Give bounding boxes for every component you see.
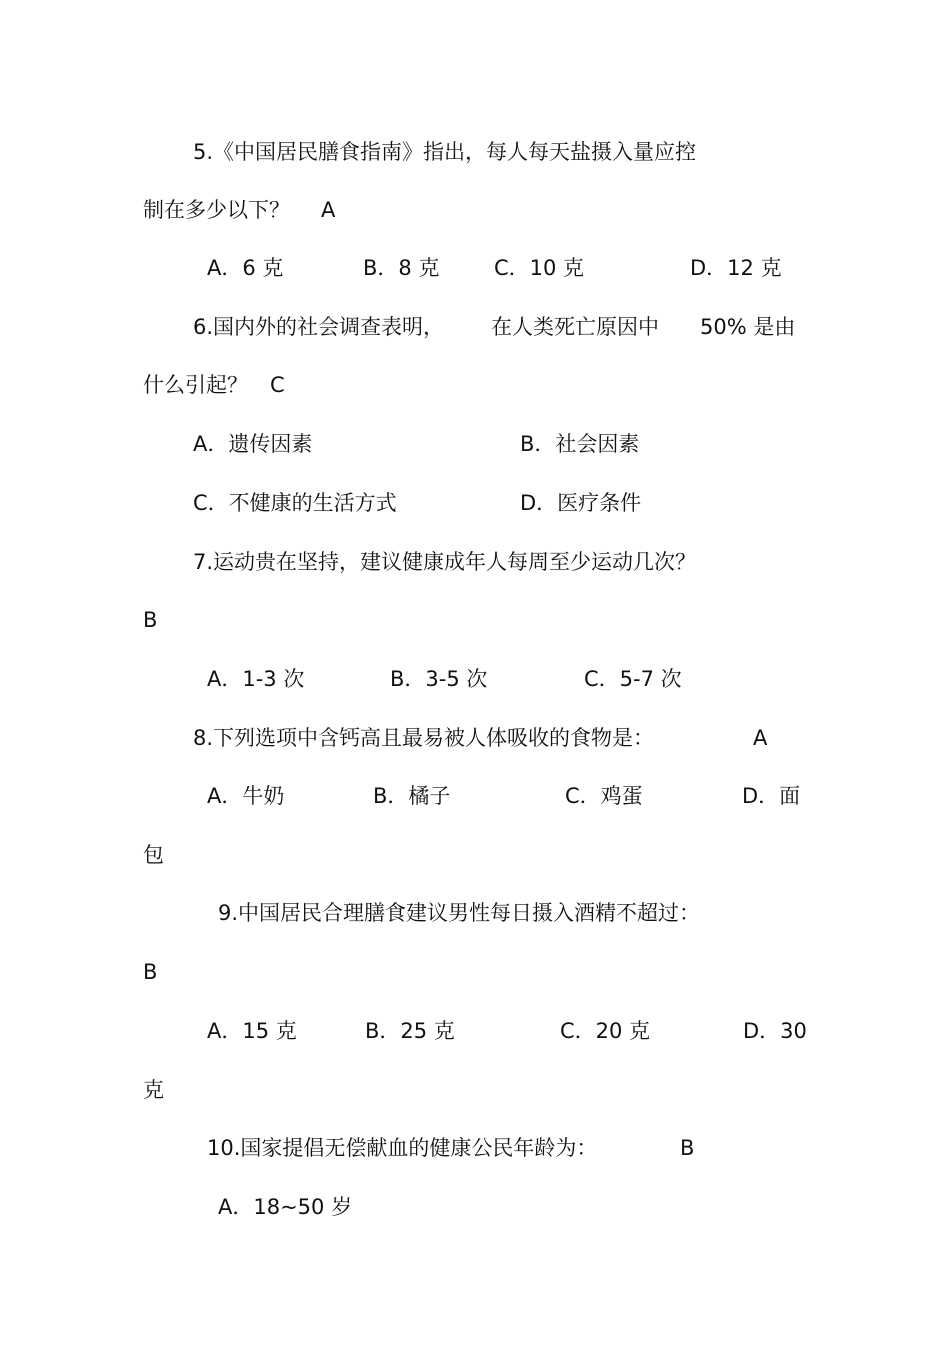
q9-option-b: B．25 克	[365, 1019, 455, 1043]
q5-option-c: C．10 克	[494, 256, 585, 280]
q5-option-a: A．6 克	[207, 256, 284, 280]
q10-answer: B	[680, 1136, 695, 1160]
q6-stem-part3: 50% 是由	[700, 315, 796, 339]
q5-option-d: D．12 克	[690, 256, 782, 280]
q6-stem-line2: 什么引起？	[143, 373, 248, 397]
q8-option-d: D．面	[742, 784, 801, 808]
q6-answer: C	[270, 373, 285, 397]
q9-answer: B	[143, 960, 158, 984]
q6-stem-part2: 在人类死亡原因中	[491, 315, 659, 339]
q6-option-d: D．医疗条件	[520, 491, 642, 515]
q7-option-a: A．1-3 次	[207, 667, 305, 691]
q8-option-a: A．牛奶	[207, 784, 285, 808]
q7-option-b: B．3-5 次	[390, 667, 488, 691]
q7-option-c: C．5-7 次	[584, 667, 682, 691]
q6-option-a: A．遗传因素	[193, 432, 313, 456]
q5-option-b: B．8 克	[363, 256, 440, 280]
q5-stem-line1: 5.《中国居民膳食指南》指出，每人每天盐摄入量应控	[193, 140, 697, 164]
q9-option-c: C．20 克	[560, 1019, 651, 1043]
q10-stem-line1: 10.国家提倡无偿献血的健康公民年龄为：	[207, 1136, 598, 1160]
q5-answer: A	[321, 198, 336, 222]
q8-option-b: B．橘子	[373, 784, 451, 808]
q10-option-a: A．18~50 岁	[218, 1195, 353, 1219]
q8-option-d-wrap: 包	[143, 843, 164, 867]
q7-stem-line1: 7.运动贵在坚持，建议健康成年人每周至少运动几次？	[193, 550, 697, 574]
q8-option-c: C．鸡蛋	[565, 784, 643, 808]
q9-option-d-wrap: 克	[143, 1078, 164, 1102]
q8-answer: A	[753, 726, 768, 750]
q6-option-b: B．社会因素	[520, 432, 640, 456]
q5-stem-line2: 制在多少以下？	[143, 198, 290, 222]
q9-option-d: D．30	[743, 1019, 807, 1043]
q9-option-a: A．15 克	[207, 1019, 297, 1043]
q6-stem-part1: 6.国内外的社会调查表明，	[193, 315, 445, 339]
q8-stem-line1: 8.下列选项中含钙高且最易被人体吸收的食物是：	[193, 726, 655, 750]
q7-answer: B	[143, 608, 158, 632]
q6-option-c: C．不健康的生活方式	[193, 491, 397, 515]
q9-stem-line1: 9.中国居民合理膳食建议男性每日摄入酒精不超过：	[218, 901, 701, 925]
